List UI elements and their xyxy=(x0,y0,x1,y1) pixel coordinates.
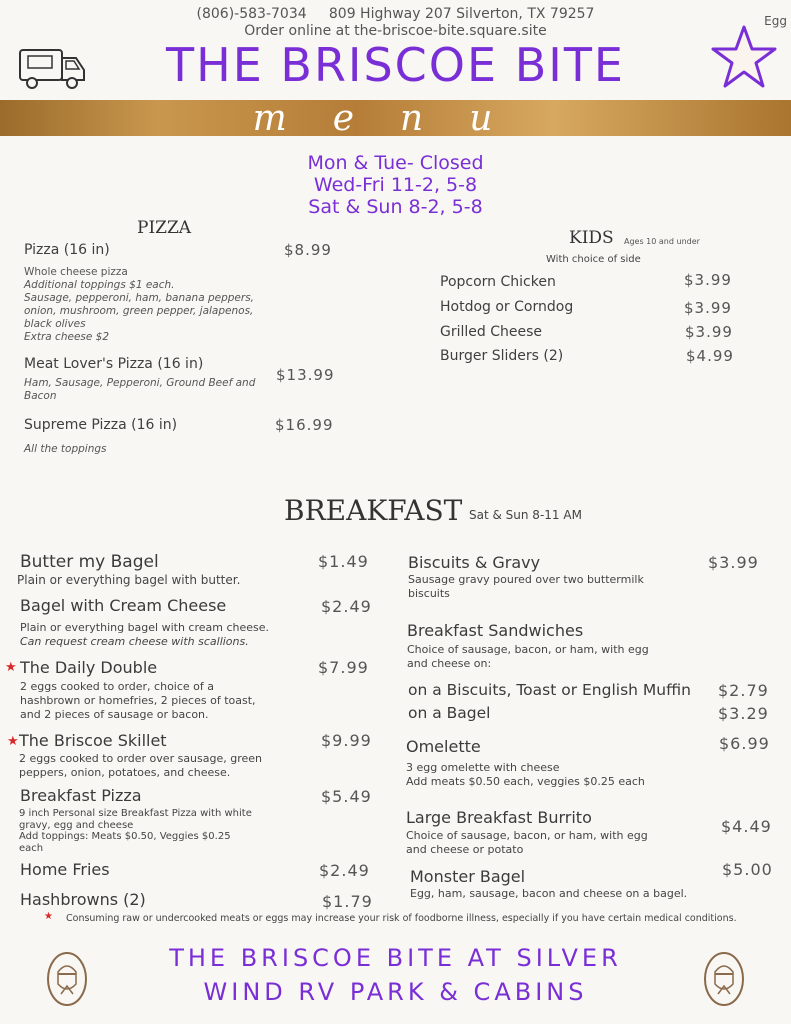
hours-line: Wed-Fri 11-2, 5-8 xyxy=(313,174,478,196)
contact-line: (806)-583-7034 809 Highway 207 Silverton, TX 79257 xyxy=(196,6,595,22)
desc-line: Bacon xyxy=(24,390,57,402)
menu-item-name: The Daily Double xyxy=(20,658,158,677)
menu-item-price: $2.49 xyxy=(321,597,372,616)
star-marker-icon: ★ xyxy=(44,911,53,922)
menu-item-description xyxy=(19,752,262,780)
menu-item-name: Large Breakfast Burrito xyxy=(406,808,592,827)
menu-item-price: $4.49 xyxy=(721,817,772,836)
hours-line: Sat & Sun 8-2, 5-8 xyxy=(308,196,483,218)
menu-item-name: Hotdog or Corndog xyxy=(440,299,574,315)
menu-item-name: Omelette xyxy=(406,737,481,756)
star-marker-icon: ★ xyxy=(7,734,19,749)
menu-item-name: Grilled Cheese xyxy=(440,324,543,340)
menu-item-description xyxy=(20,680,256,722)
desc-line: hashbrown or homefries, 2 pieces of toast, xyxy=(20,694,256,707)
menu-item-name: Pizza (16 in) xyxy=(24,242,110,258)
menu-item-name: Butter my Bagel xyxy=(20,552,159,572)
menu-item-price: $2.79 xyxy=(718,681,769,700)
desc-line: Plain or everything bagel with cream cheese. xyxy=(20,621,270,634)
pizza-heading: PIZZA xyxy=(137,218,192,238)
desc-line: 9 inch Personal size Breakfast Pizza with white xyxy=(19,808,252,819)
desc-line: and cheese or potato xyxy=(406,843,524,856)
menu-item-description xyxy=(24,377,264,403)
desc-line: Add meats $0.50 each, veggies $0.25 each xyxy=(406,775,645,788)
desc-line: onion, mushroom, green pepper, jalapenos, xyxy=(24,305,254,317)
menu-item-description xyxy=(406,761,645,789)
desc-line: and 2 pieces of sausage or bacon. xyxy=(20,708,209,721)
menu-item-price: $1.49 xyxy=(318,552,369,571)
desc-line: 2 eggs cooked to order over sausage, green xyxy=(19,752,263,765)
menu-item-price: $1.79 xyxy=(322,892,373,911)
menu-item-name: The Briscoe Skillet xyxy=(19,731,167,750)
menu-item-price: $9.99 xyxy=(321,731,372,750)
corner-label: Egg xyxy=(764,14,787,28)
desc-line: Add toppings: Meats $0.50, Veggies $0.25 xyxy=(19,831,231,842)
desc-line: Extra cheese $2 xyxy=(24,331,110,343)
menu-item-description xyxy=(407,643,649,671)
menu-item-price: $3.99 xyxy=(684,299,732,317)
opening-hours xyxy=(0,152,791,218)
menu-item-name: Supreme Pizza (16 in) xyxy=(24,417,178,433)
desc-line: 2 eggs cooked to order, choice of a xyxy=(20,680,215,693)
desc-line: each xyxy=(19,842,44,854)
menu-item-name: on a Bagel xyxy=(408,704,491,722)
kids-side-note: With choice of side xyxy=(546,254,641,265)
breakfast-heading: BREAKFAST xyxy=(284,494,463,527)
desc-line: gravy, egg and cheese xyxy=(19,819,134,831)
menu-item-price: $16.99 xyxy=(275,416,334,434)
menu-item-description xyxy=(24,266,264,344)
desc-line: Choice of sausage, bacon, or ham, with egg xyxy=(406,829,648,842)
hours-line: Mon & Tue- Closed xyxy=(307,152,484,174)
menu-item-name: on a Biscuits, Toast or English Muffin xyxy=(408,681,691,699)
menu-item-name: Meat Lover's Pizza (16 in) xyxy=(24,356,204,372)
menu-item-name: Monster Bagel xyxy=(410,867,526,886)
menu-item-name: Hashbrowns (2) xyxy=(20,890,146,909)
menu-item-name: Breakfast Pizza xyxy=(20,786,142,805)
menu-item-price: $4.99 xyxy=(686,347,734,365)
banner-word: menu xyxy=(252,98,539,139)
desc-line: and cheese on: xyxy=(407,657,492,670)
desc-line: Additional toppings $1 each. xyxy=(24,279,175,291)
desc-line: Ham, Sausage, Pepperoni, Ground Beef and xyxy=(24,377,256,389)
menu-item-name: Popcorn Chicken xyxy=(440,274,556,290)
star-icon xyxy=(710,24,778,90)
desc-line: 3 egg omelette with cheese xyxy=(406,761,560,774)
contact-info xyxy=(0,6,791,40)
menu-item-price: $2.49 xyxy=(319,861,370,880)
menu-item-price: $3.99 xyxy=(685,323,733,341)
menu-item-price: $7.99 xyxy=(318,658,369,677)
menu-item-description: Plain or everything bagel with butter. xyxy=(17,573,241,587)
menu-item-description xyxy=(19,808,252,854)
kids-ages-note: Ages 10 and under xyxy=(624,237,700,246)
desc-line: Can request cream cheese with scallions. xyxy=(20,635,249,648)
menu-item-price: $3.99 xyxy=(708,553,759,572)
desc-line: Sausage gravy poured over two buttermilk xyxy=(408,573,644,586)
menu-item-price: $3.99 xyxy=(684,271,732,289)
menu-item-description xyxy=(408,573,644,601)
kids-heading: KIDS xyxy=(569,228,614,248)
menu-item-price: $5.49 xyxy=(321,787,372,806)
menu-item-name: Home Fries xyxy=(20,860,110,879)
desc-line: Choice of sausage, bacon, or ham, with egg xyxy=(407,643,649,656)
menu-item-price: $6.99 xyxy=(719,734,770,753)
footer-line: WIND RV PARK & CABINS xyxy=(203,978,588,1006)
star-marker-icon: ★ xyxy=(5,660,17,675)
menu-item-price: $3.29 xyxy=(718,704,769,723)
menu-item-name: Breakfast Sandwiches xyxy=(407,621,584,640)
desc-line: black olives xyxy=(24,318,86,330)
menu-item-name: Bagel with Cream Cheese xyxy=(20,596,227,615)
menu-item-price: $5.00 xyxy=(722,860,773,879)
desc-line: peppers, onion, potatoes, and cheese. xyxy=(19,766,231,779)
menu-item-description xyxy=(20,621,269,649)
order-online-line: Order online at the-briscoe-bite.square.site xyxy=(244,23,547,39)
menu-item-name: Burger Sliders (2) xyxy=(440,348,564,364)
page-title: THE BRISCOE BITE xyxy=(166,38,625,92)
disclaimer: Consuming raw or undercooked meats or eggs may increase your risk of foodborne illness, especially if you have certain medical conditions. xyxy=(66,913,737,924)
footer-line: THE BRISCOE BITE AT SILVER xyxy=(169,944,622,972)
menu-item-description: Egg, ham, sausage, bacon and cheese on a bagel. xyxy=(410,887,688,900)
desc-line: Sausage, pepperoni, ham, banana peppers, xyxy=(24,292,255,304)
desc-line: biscuits xyxy=(408,587,450,600)
menu-item-price: $13.99 xyxy=(276,366,335,384)
menu-item-name: Biscuits & Gravy xyxy=(408,553,541,572)
menu-item-description xyxy=(406,829,648,857)
menu-item-description: All the toppings xyxy=(24,443,107,455)
desc-line: Whole cheese pizza xyxy=(24,266,128,278)
breakfast-hours: Sat & Sun 8-11 AM xyxy=(469,508,582,522)
menu-item-price: $8.99 xyxy=(284,241,332,259)
